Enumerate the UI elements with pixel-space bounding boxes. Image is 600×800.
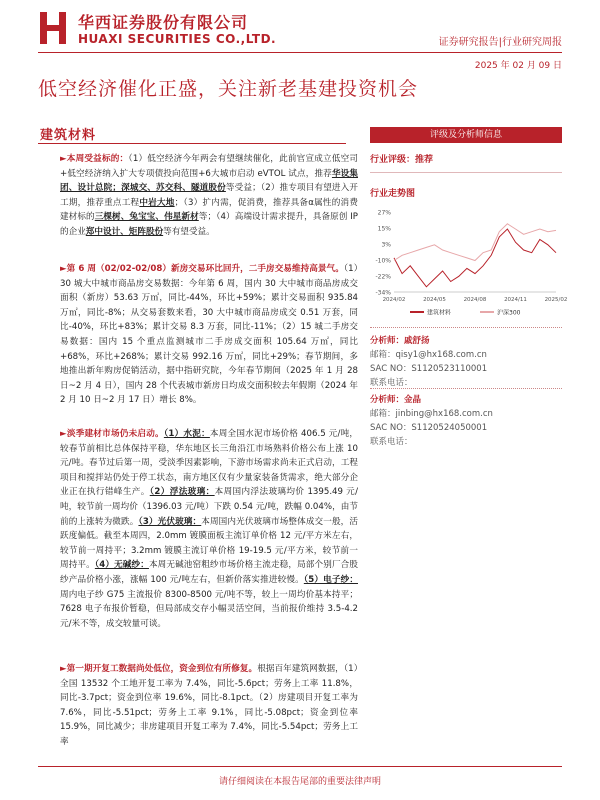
highlight-stock: （4）无碱纱：	[94, 560, 149, 571]
series-line	[394, 224, 556, 261]
analyst-divider	[370, 327, 562, 328]
company-name-cn: 华西证券股份有限公司	[78, 13, 249, 32]
report-title: 低空经济催化正盛，关注新老基建投资机会	[38, 78, 419, 100]
paragraph-body: （1）30 城大中城市商品房交易数据：今年第 6 周，国内 30 大中城市商品房成交面积（新房）53.63 万㎡，同比-44%，环比+59%；累计交易面积 935.84 万㎡，同比-8%；从交易套数来看，30 大中城市商品房成交 0.51 万套，同比-40%，环比+83%；累计交易 8.3 万套，同比-11%；（2）15 城二手房交易数据：国内 15 个重点监测城市二手房成交面积 105.64 万㎡，同比+68%，环比+268%；累计交易 992.16 万㎡，同比+29%；春节期间，多地推出新年购房促销活动，据中指研究院，今年春节期间（2025 年 1 月 28 日~2 月 4 日），国内 28 个代表城市新房日均成交面积较去年假期（2024 年 2 月 10 日~2 月 17 日）增长 8%。	[60, 264, 358, 406]
y-tick-label: 15%	[377, 225, 391, 233]
highlight-stock: （5）电子纱：	[303, 574, 358, 585]
highlight-stock: （2）浮法玻璃：	[149, 487, 215, 498]
y-tick-label: -34%	[375, 289, 391, 297]
analyst-sac-row	[370, 362, 487, 376]
rating-label: 行业评级：	[370, 155, 416, 165]
paragraph-body: 根据百年建筑网数据，（1）全国 13532 个工地开复工率为 7.4%，同比-5.6pct；劳务上工率 11.8%，同比-3.7pct；资金到位率 19.6%，同比-8.1pct。（2）房建项目开复工率为 7.6%，同比-5.51pct；劳务上工率 9.1%，同比-5.08pct；资金到位率 15.9%，同比减少；非房建项目开复工率为 7.4%，同比-5.54pct；劳务上工率	[60, 664, 358, 747]
analyst-email-row	[370, 348, 487, 362]
analyst-sac-row	[370, 421, 493, 435]
y-tick-label: 3%	[381, 241, 391, 249]
body-text: 等有望受益。	[163, 226, 215, 237]
analyst-email[interactable]: jinbing@hx168.com.cn	[395, 409, 493, 419]
highlight-stock: 华设集团、设计总院；深城交、苏交科、隧道股份	[60, 168, 358, 194]
highlight-stock: （1）水泥：	[163, 429, 210, 439]
y-tick-label: -10%	[375, 257, 391, 265]
body-text: ；（3）扩内需，促消费，推荐具备α属性的消费建材标的	[60, 197, 358, 223]
body-text: 等受益；（2）推专项目有望进入开工期，推荐重点工程	[60, 183, 358, 208]
paragraph-lead: ►淡季建材市场仍未启动。	[60, 429, 164, 439]
x-tick-label: 2025/02	[544, 297, 568, 303]
report-date: 2025 年 02 月 09 日	[474, 61, 562, 71]
paragraph-body	[60, 154, 358, 237]
x-tick-label: 2024/11	[504, 297, 527, 303]
company-name-en: HUAXI SECURITIES CO.,LTD.	[78, 32, 277, 46]
body-text: 本周国内光伏玻璃市场整体成交一般，活跃度偏低。截至本周四，2.0mm 镀膜面板主流订单价格 12 元/平方米左右，较节前一周持平；3.2mm 镀膜主流订单价格 19-19.5 元/平方米，较节前一周持平。	[60, 516, 358, 571]
series-line	[394, 229, 556, 287]
analyst-phone-row: 联系电话：	[370, 378, 413, 388]
paragraph-lead: ►第一期开复工数据尚处低位，资金到位有所修复。	[60, 664, 258, 674]
huaxi-logo-icon	[38, 10, 68, 46]
y-tick-label: -22%	[375, 273, 391, 281]
highlight-stock: 郑中设计、矩阵股份	[85, 226, 164, 237]
body-text: （1）低空经济今年两会有望继续催化，此前官宣成立低空司+低空经济纳入扩大专项债投向范围+6大城市启动 eVTOL 试点，推荐	[60, 154, 359, 179]
analyst-phone-row: 联系电话：	[370, 437, 413, 447]
paragraph-body	[60, 429, 358, 629]
highlight-stock: 三棵树、兔宝宝、伟星新材	[94, 212, 199, 223]
section-divider	[38, 143, 346, 144]
sac-label: SAC NO：	[370, 364, 412, 374]
email-label: 邮箱：	[370, 350, 396, 360]
analyst-divider	[370, 388, 562, 389]
report-type: 证券研究报告|行业研究周报	[438, 37, 562, 48]
sac-label: SAC NO：	[370, 423, 412, 433]
analyst-sac: S1120524050001	[411, 423, 488, 433]
footer-divider	[38, 766, 562, 767]
email-label: 邮箱：	[370, 409, 396, 419]
body-text: 本周无碱池窑粗纱市场价格主流走稳，局部个别厂合股纱产品价格小涨，涨幅 100 元/吨左右，但新价落实推进较慢。	[60, 560, 358, 585]
trend-chart-title: 行业走势图	[370, 189, 416, 199]
industry-tag: 建筑材料	[40, 128, 97, 143]
x-tick-label: 2024/02	[382, 297, 406, 303]
rating-info-header: 评级及分析师信息	[370, 127, 562, 143]
highlight-stock: （3）光伏玻璃：	[138, 516, 202, 527]
x-tick-label: 2024/08	[463, 297, 487, 303]
analyst-name: 分析师：戚舒扬	[370, 336, 430, 346]
industry-trend-chart	[370, 206, 568, 320]
x-tick-label: 2024/05	[423, 297, 446, 303]
body-text: 本周国内浮法玻璃均价 1395.49 元/吨，较节前一周均价（1396.03 元/吨）下跌 0.54 元/吨，跌幅 0.04%，由节前的上涨转为微跌。	[60, 487, 358, 527]
industry-rating	[370, 152, 433, 165]
rating-divider	[370, 172, 562, 173]
analyst-name: 分析师：金晶	[370, 395, 422, 405]
body-text: 周内电子纱 G75 主流报价 8300-8500 元/吨不等，较上一周均价基本持平；7628 电子布报价暂稳，但局部成交存小幅灵活空间，当前报价维持 3.5-4.2 元/米不等，成交较量可谈。	[60, 589, 358, 629]
analyst-email[interactable]: qisy1@hx168.com.cn	[395, 350, 487, 360]
paragraph-construction	[60, 662, 358, 750]
paragraph-materials	[60, 427, 358, 631]
legend-label: 沪深300	[497, 309, 521, 317]
analyst-card	[370, 334, 487, 390]
legend-label: 建筑材料	[427, 309, 452, 317]
paragraph-lead: ►本周受益标的：	[60, 154, 129, 164]
paragraph-beneficiaries	[60, 152, 358, 240]
rating-value: 推荐	[415, 155, 434, 165]
analyst-email-row	[370, 407, 493, 421]
analyst-card	[370, 393, 493, 449]
paragraph-lead: ►第 6 周（02/02-02/08）新房交易环比回升，二手房交易维持高景气。	[60, 264, 344, 274]
analyst-sac: S1120523110001	[411, 364, 488, 374]
y-tick-label: 27%	[377, 209, 391, 217]
body-text: 等；（4）高端设计需求提升，具备原创 IP 的企业	[60, 212, 358, 237]
header-divider	[38, 52, 562, 53]
body-text: 本周全国水泥市场价格 406.5 元/吨，较春节前相比总体保持平稳，华东地区长三角沿江市场熟料价格公布上涨 10 元/吨。春节过后第一周，受淡季因素影响，下游市场需求尚未正式启动，工程项目和搅拌站仍处于停工状态，南方地区仅有少量家装备货需求，绝大部分企业正在执行错峰生产。	[60, 429, 358, 498]
legal-notice[interactable]: 请仔细阅读在本报告尾部的重要法律声明	[218, 777, 381, 787]
paragraph-housing	[60, 262, 358, 408]
highlight-stock: 中岩大地	[139, 197, 175, 208]
